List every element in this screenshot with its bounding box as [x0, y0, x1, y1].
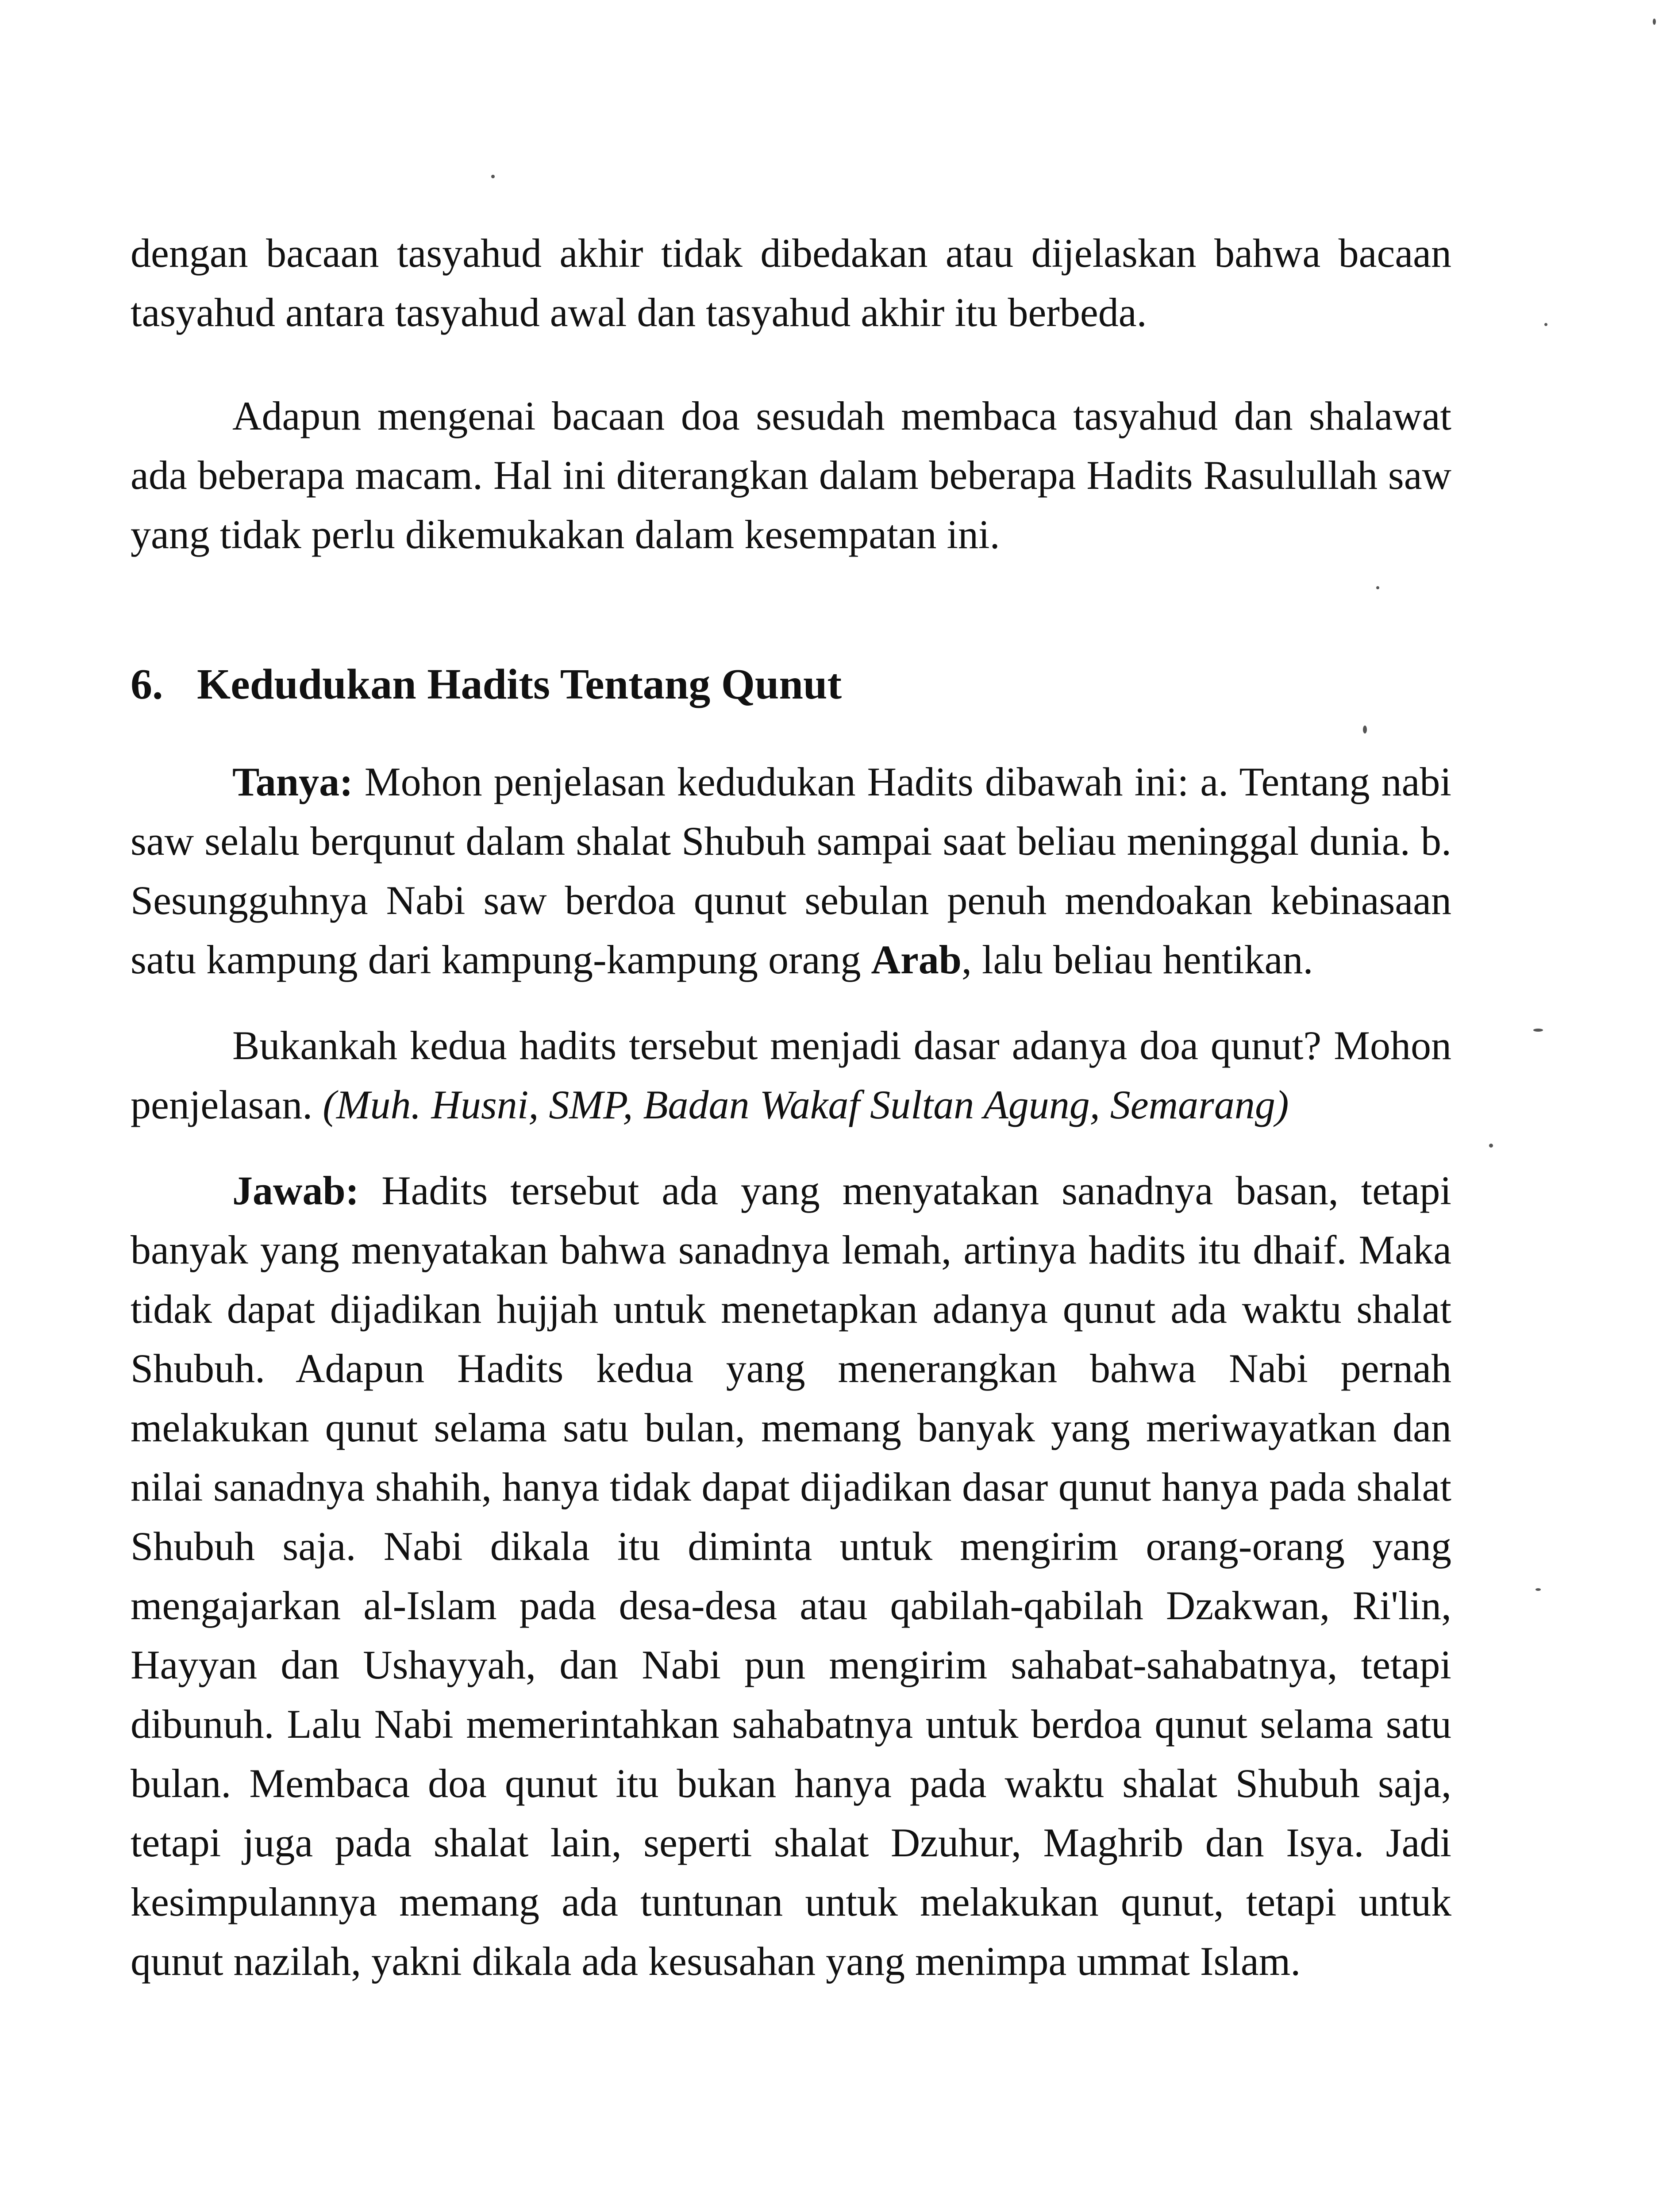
question-bold-word: Arab: [871, 937, 962, 982]
followup-text: Bukankah kedua hadits tersebut menjadi dasar adanya doa qunut? Mohon penjelasan.: [131, 1023, 1451, 1127]
answer-paragraph: [131, 1161, 1451, 1991]
scan-speck: [1376, 586, 1379, 589]
doa-paragraph: Adapun mengenai bacaan doa sesudah membaca tasyahud dan shalawat ada beberapa macam. Hal ini diterangkan dalam beberapa Hadits Rasulullah saw yang tidak perlu dikemukakan dalam kesempatan ini.: [131, 393, 1451, 557]
section-heading: [131, 655, 842, 714]
scan-speck: [1544, 323, 1547, 326]
question-text-end: , lalu beliau hentikan.: [961, 937, 1313, 982]
scan-speck: [1653, 19, 1656, 25]
answer-label: Jawab:: [232, 1168, 359, 1213]
scan-speck: [491, 175, 495, 178]
scan-speck: [1535, 1588, 1541, 1591]
question-label: Tanya:: [232, 759, 353, 804]
continuation-paragraph: dengan bacaan tasyahud akhir tidak dibedakan atau dijelaskan bahwa bacaan tasyahud antara tasyahud awal dan tasyahud akhir itu berbeda.: [131, 230, 1451, 335]
question-paragraph: [131, 752, 1451, 989]
scan-speck: [1363, 726, 1367, 733]
section-title: Kedudukan Hadits Tentang Qunut: [197, 661, 842, 708]
question-source: (Muh. Husni, SMP, Badan Wakaf Sultan Agung, Semarang): [323, 1082, 1289, 1127]
scan-speck: [1533, 1029, 1543, 1032]
intro-text: [131, 223, 1451, 564]
followup-paragraph: [131, 1016, 1451, 1134]
section-number: 6.: [131, 661, 163, 708]
answer-text: Hadits tersebut ada yang menyatakan sanadnya basan, tetapi banyak yang menyatakan bahwa sanadnya lemah, artinya hadits itu dhaif. Maka tidak dapat dijadikan hujjah untuk menetapkan adanya qunut ada waktu shalat Shubuh. Adapun Hadits kedua yang menerangkan bahwa Nabi pernah melakukan qunut selama satu bulan, memang banyak yang meriwayatkan dan nilai sanadnya shahih, hanya tidak dapat dijadikan dasar qunut hanya pada shalat Shubuh saja. Nabi dikala itu diminta untuk mengirim orang-orang yang mengajarkan al-Islam pada desa-desa atau qabilah-qabilah Dzakwan, Ri'lin, Hayyan dan Ushayyah, dan Nabi pun mengirim sahabat-sahabatnya, tetapi dibunuh. Lalu Nabi memerintahkan sahabatnya untuk berdoa qunut selama satu bulan. Membaca doa qunut itu bukan hanya pada waktu shalat Shubuh saja, tetapi juga pada shalat lain, seperti shalat Dzuhur, Maghrib dan Isya. Jadi kesimpulannya memang ada tuntunan untuk melakukan qunut, tetapi untuk qunut nazilah, yakni dikala ada kesusahan yang menimpa ummat Islam.: [131, 1168, 1451, 1984]
qa-text: [131, 752, 1451, 1991]
scan-speck: [1489, 1144, 1493, 1148]
question-text: Mohon penjelasan kedudukan Hadits dibawah ini: a. Tentang nabi saw selalu berqunut dalam shalat Shubuh sampai saat beliau meninggal dunia. b. Sesungguhnya Nabi saw berdoa qunut sebulan penuh mendoakan kebinasaan satu kampung dari kampung-kampung orang: [131, 759, 1451, 982]
